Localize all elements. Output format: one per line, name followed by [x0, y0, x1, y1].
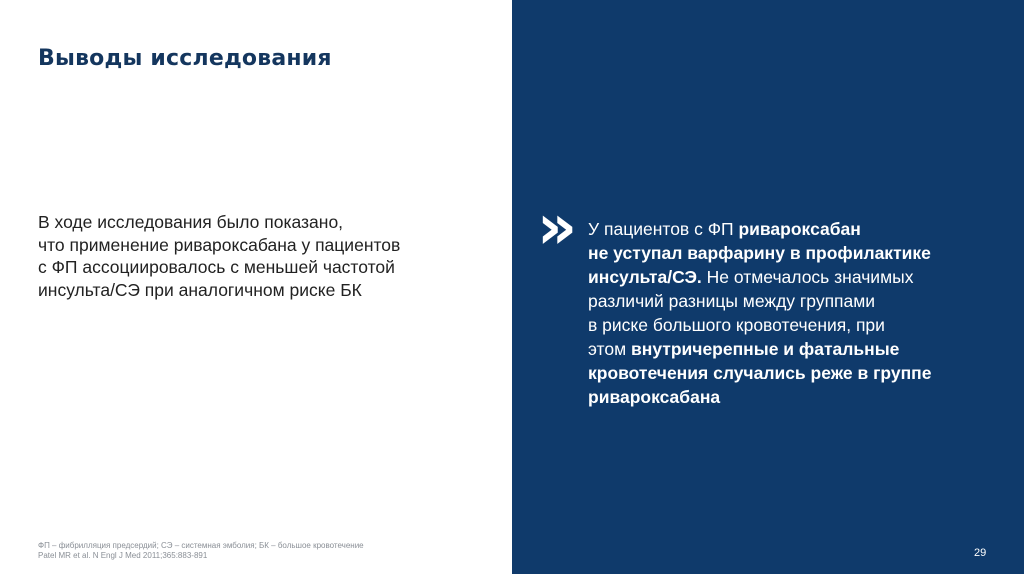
- footnote-abbreviations: ФП – фибрилляция предсердий; СЭ – системная эмболия; БК – большое кровотечение: [38, 541, 364, 550]
- conclusion-text-bold: инсульта/СЭ.: [588, 267, 702, 287]
- conclusion-text-bold: ривароксабан: [738, 219, 861, 239]
- conclusion-line-3: [588, 265, 1008, 289]
- conclusion-line-4: различий разницы между группами: [588, 291, 876, 311]
- slide-title: Выводы исследования: [38, 46, 332, 71]
- summary-text: [38, 211, 498, 301]
- summary-line-4: инсульта/СЭ при аналогичном риске БК: [38, 279, 362, 300]
- summary-line-3: с ФП ассоциировалось с меньшей частотой: [38, 257, 395, 277]
- conclusion-text-bold: ривароксабана: [588, 387, 721, 407]
- conclusion-text: [588, 217, 1008, 409]
- page-number: 29: [974, 547, 987, 559]
- conclusion-text-bold: внутричерепные и фатальные: [631, 339, 900, 359]
- conclusion-line-2: [588, 241, 1008, 265]
- conclusion-line-6: [588, 337, 1008, 361]
- conclusion-text-normal: этом: [588, 339, 631, 359]
- conclusion-text-bold: не уступал варфарину в профилактике: [588, 243, 931, 263]
- summary-line-1: В ходе исследования было показано,: [38, 212, 344, 232]
- summary-line-2: что применение ривароксабана у пациентов: [38, 234, 401, 255]
- conclusion-line-7: [588, 361, 1008, 385]
- footnote-reference: Patel MR et al. N Engl J Med 2011;365:883-891: [38, 551, 208, 560]
- conclusion-line-1: [588, 217, 1008, 241]
- footnote: [38, 541, 364, 561]
- quote-icon: »: [537, 190, 576, 263]
- conclusion-text-normal: У пациентов с ФП: [588, 219, 739, 239]
- conclusion-text-bold: кровотечения случались реже в группе: [588, 363, 932, 383]
- conclusion-text-normal: Не отмечалось значимых: [701, 267, 914, 287]
- conclusion-line-8: [588, 385, 1008, 409]
- conclusion-line-5: в риске большого кровотечения, при: [588, 315, 885, 335]
